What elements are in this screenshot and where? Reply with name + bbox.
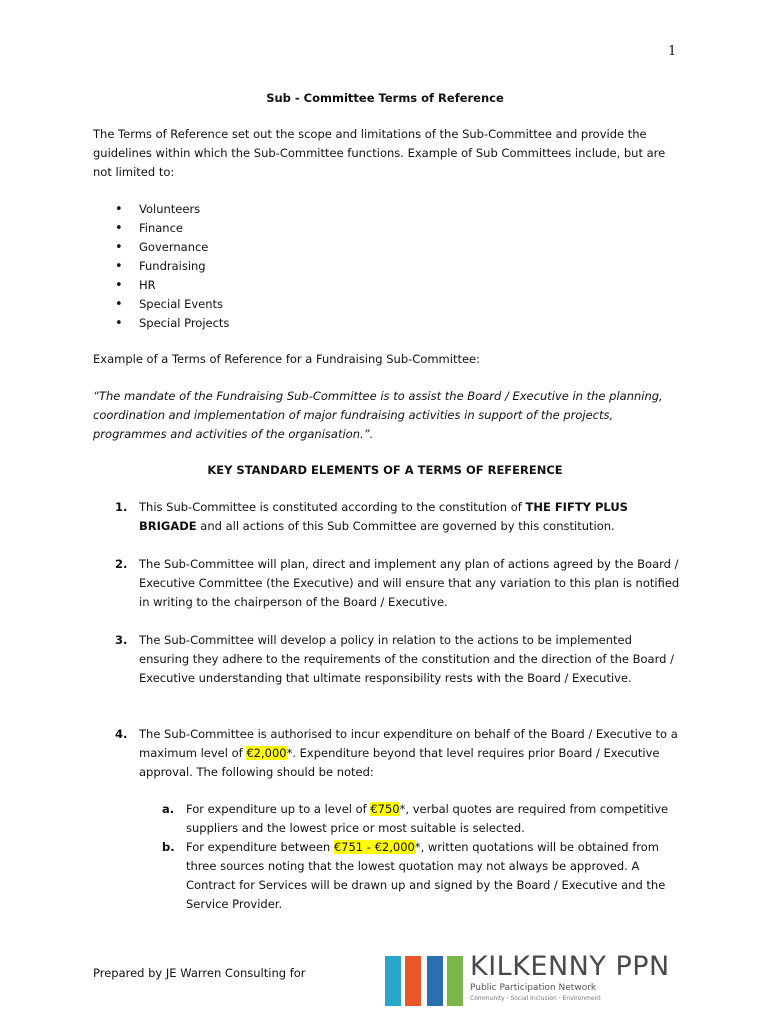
clause-text: The Sub-Committee will plan, direct and implement any plan of actions agreed by the Board / Executive Committee (the Executive) and will ensure that any variation to this plan is notified in writing to the chairperson of the Board / Executive. [139, 557, 680, 609]
list-item: • Special Projects [93, 314, 229, 333]
document-title: Sub - Committee Terms of Reference [266, 91, 504, 105]
clause-text-start: The Sub-Committee is authorised to incur expenditure on behalf of the Board / Executive to a maximum level of [139, 727, 678, 760]
footer-text: Prepared by JE Warren Consulting for [93, 966, 306, 980]
highlighted-amount: €751 - €2,000 [333, 840, 415, 854]
subclause-a [140, 800, 680, 838]
list-item: • Volunteers [93, 200, 229, 219]
highlighted-amount: €750 [370, 802, 400, 816]
logo-text [470, 952, 670, 1003]
organisation-name: THE FIFTY PLUS BRIGADE [139, 500, 628, 533]
clause-number: 1. [115, 500, 128, 514]
logo-bar-2 [405, 956, 421, 1006]
logo-bar-1 [385, 956, 401, 1006]
clause-2 [93, 555, 683, 612]
clause-text: The Sub-Committee will develop a policy in relation to the actions to be implemented ensuring they adhere to the requirements of the constitution and the direction of the Board / Executive understanding that ultimate responsibility rests with the Board / Executive. [139, 633, 674, 685]
intro-paragraph: The Terms of Reference set out the scope and limitations of the Sub-Committee and provide the guidelines within which the Sub-Committee functions. Example of Sub Committees include, but are not limited to: [93, 127, 666, 179]
example-heading: Example of a Terms of Reference for a Fundraising Sub-Committee: [93, 352, 480, 366]
clause-text-start: This Sub-Committee is constituted according to the constitution of [139, 500, 526, 514]
subclause-text [186, 800, 680, 838]
list-item: • Fundraising [93, 257, 229, 276]
logo-bar-4 [447, 956, 463, 1006]
subclause-text-start: For expenditure between [186, 840, 334, 854]
clause-number: 2. [115, 557, 128, 571]
clause-text [139, 498, 683, 536]
list-item: • Finance [93, 219, 229, 238]
list-item: • Special Events [93, 295, 229, 314]
logo-name: KILKENNY PPN [470, 951, 670, 982]
clause-3 [93, 631, 683, 688]
clause-1 [93, 498, 683, 536]
clause-text-end: *. Expenditure beyond that level requires prior Board / Executive approval. The following should be noted: [139, 746, 660, 779]
clause-number: 4. [115, 727, 128, 741]
clause-text-end: and all actions of this Sub Committee are governed by this constitution. [196, 519, 615, 533]
logo-bar-3 [427, 956, 443, 1006]
committee-list [93, 200, 229, 333]
list-item: • Governance [93, 238, 229, 257]
list-item: • HR [93, 276, 229, 295]
subclause-b [140, 838, 680, 914]
clause-text [139, 725, 683, 782]
subclause-letter: b. [162, 840, 175, 854]
highlighted-amount: €2,000 [246, 746, 287, 760]
logo-tagline: Community · Social Inclusion · Environment [470, 995, 601, 1002]
mandate-quote: “The mandate of the Fundraising Sub-Committee is to assist the Board / Executive in the planning, coordination and implementation of major fundraising activities in support of the projects, programmes and activities of the organisation.”. [93, 389, 663, 441]
subclause-text-end: *, verbal quotes are required from competitive suppliers and the lowest price or most suitable is selected. [186, 802, 669, 835]
key-elements-heading: KEY STANDARD ELEMENTS OF A TERMS OF REFERENCE [207, 463, 563, 477]
page-number: 1 [668, 44, 677, 59]
clause-4 [93, 725, 683, 782]
subclause-letter: a. [162, 802, 175, 816]
subclause-text-start: For expenditure up to a level of [186, 802, 371, 816]
subclause-text [186, 838, 680, 914]
clause-number: 3. [115, 633, 128, 647]
subclause-text-end: *, written quotations will be obtained from three sources noting that the lowest quotation may not always be approved. A Contract for Services will be drawn up and signed by the Board / Executive and the Service Provider. [186, 840, 666, 911]
logo-subtitle: Public Participation Network [470, 983, 597, 993]
